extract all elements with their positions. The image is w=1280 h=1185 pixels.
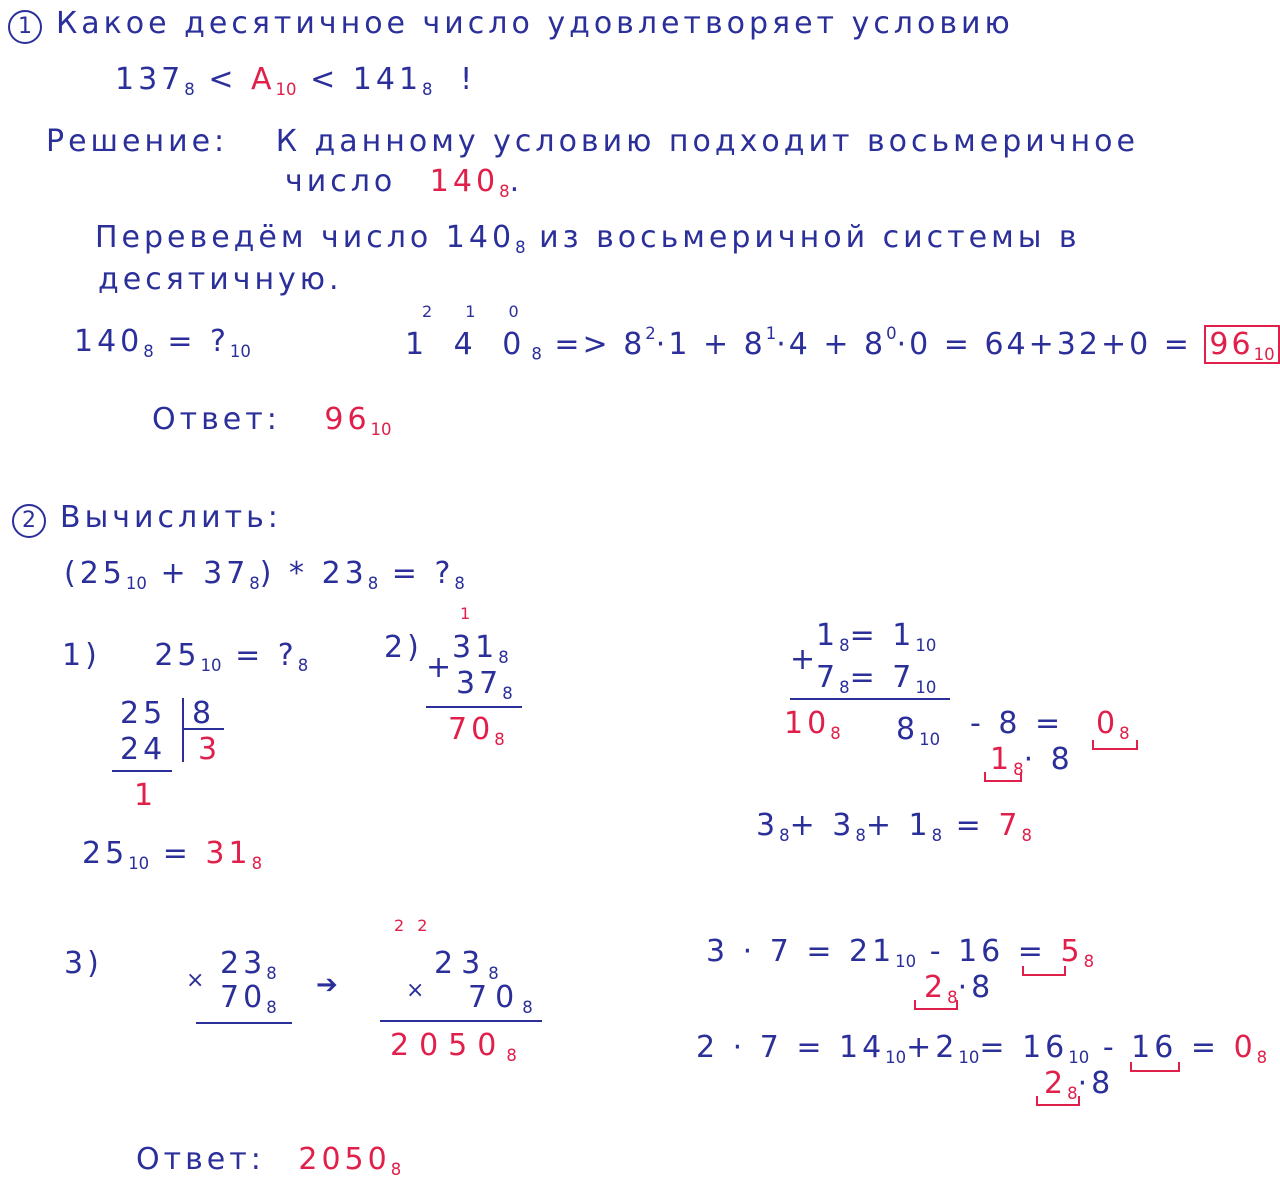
calc2-bracket — [1130, 1062, 1180, 1072]
div-dividend: 25 — [120, 696, 167, 731]
dot: . — [509, 164, 524, 199]
sub: 10 — [229, 341, 251, 361]
sub: 8 — [1256, 1047, 1268, 1067]
mul-b2-v: 70 — [468, 980, 523, 1015]
sub: 8 — [488, 963, 499, 983]
div-rem: 1 — [134, 778, 158, 813]
title: Вычислить: — [60, 500, 282, 535]
sub: 10 — [370, 419, 392, 439]
exclaim: ! — [460, 62, 477, 97]
side-line — [790, 698, 950, 700]
task1-question — [8, 6, 1014, 44]
side-total4: = — [955, 808, 999, 843]
sub: 10 — [919, 729, 941, 749]
mul-arrow: ➔ — [316, 970, 342, 1000]
sub: 10 — [885, 1047, 907, 1067]
mul-a2-v: 23 — [434, 946, 489, 981]
div-divisor: 8 — [192, 696, 216, 731]
task1-solution — [46, 124, 1139, 159]
sub: 10 — [125, 573, 147, 593]
lt: < — [310, 62, 340, 97]
mul-res-v: 2050 — [390, 1028, 507, 1063]
add-b-v: 37 — [456, 666, 503, 701]
calc1-carry-bracket — [914, 1000, 958, 1010]
sub: 10 — [915, 635, 937, 655]
res-eq: = — [162, 836, 192, 871]
side-a-eq: = 1 — [849, 618, 916, 653]
sub: 8 — [1013, 759, 1024, 779]
task1-translate-line2 — [98, 262, 343, 297]
step3-label: 3) — [64, 946, 103, 981]
sub: 8 — [494, 729, 505, 749]
sub: 10 — [128, 853, 150, 873]
div-bar — [182, 698, 184, 762]
sub: 8 — [422, 79, 433, 99]
mul-b-v: 70 — [220, 980, 267, 1015]
expansion4: ·0 = 64+32+0 = — [896, 326, 1192, 362]
conv-eq: = ? — [167, 324, 230, 359]
calc1b: - 16 = — [929, 934, 1047, 969]
conv-left: 140 — [74, 324, 144, 359]
side-b-eq: = 7 — [849, 660, 916, 695]
mul-a — [220, 946, 277, 983]
cond-left: 137 — [115, 62, 185, 97]
sub: 8 — [266, 997, 277, 1017]
translate-text-b: из восьмеричной системы в — [539, 220, 1081, 255]
expr-plus: + 37 — [160, 556, 250, 591]
add-res — [448, 712, 505, 749]
calc2-carry2: ·8 — [1077, 1066, 1115, 1101]
side-plus: + — [790, 642, 820, 677]
exponents: 2 1 0 — [422, 302, 533, 321]
answer-label: Ответ: — [152, 402, 281, 437]
div-quot: 3 — [198, 732, 222, 767]
sub: 8 — [266, 963, 277, 983]
side-res-bracket — [1092, 740, 1138, 750]
add-b — [456, 666, 513, 703]
mul-a2 — [434, 946, 499, 983]
side-b — [816, 660, 936, 697]
sub: 8 — [390, 1159, 402, 1179]
side-sum-r — [896, 712, 940, 749]
div-line — [112, 770, 172, 772]
sub: 8 — [251, 853, 263, 873]
calc2-res: 0 — [1233, 1030, 1257, 1065]
side-a-v: 1 — [816, 618, 840, 653]
answer-value: 96 — [324, 402, 371, 437]
add-line — [426, 706, 522, 708]
sub: 8 — [1067, 1083, 1078, 1103]
calc1-bracket — [1022, 966, 1066, 976]
sub: 10 — [200, 655, 222, 675]
side-res-v: 0 — [1096, 706, 1120, 741]
cond-a: A — [251, 62, 276, 97]
side-res — [1096, 706, 1130, 743]
solution-text2: число — [285, 164, 397, 199]
sub: 8 — [367, 573, 379, 593]
sub: 8 — [249, 573, 260, 593]
expr: (25 — [64, 556, 126, 591]
calc2 — [696, 1030, 1267, 1067]
side-minus: - 8 = — [970, 706, 1065, 741]
sub: 10 — [915, 677, 937, 697]
side-total-v: 3 — [756, 808, 780, 843]
expansion3: ·4 + 8 — [776, 326, 887, 362]
task1-conversion-left — [74, 324, 251, 361]
calc1-res: 5 — [1060, 934, 1084, 969]
result-box — [1204, 325, 1279, 364]
sub: 8 — [931, 825, 943, 845]
task1-solution-line2 — [285, 164, 523, 201]
calc2-carry-bracket — [1036, 1096, 1080, 1106]
side-sum-l — [784, 706, 841, 743]
mul-line — [196, 1022, 292, 1024]
res-r: 31 — [205, 836, 252, 871]
side-carry2: · 8 — [1023, 742, 1074, 777]
calc2-v: 2 · 7 = 14 — [696, 1030, 886, 1065]
add-a-v: 31 — [452, 630, 499, 665]
task1-condition — [115, 62, 476, 99]
lt: < — [208, 62, 238, 97]
step2-label: 2) — [384, 630, 423, 665]
sub: 8 — [1021, 825, 1032, 845]
expansion2: ·1 + 8 — [655, 326, 766, 362]
task1-number: 1 — [8, 10, 42, 44]
sub: 8 — [839, 635, 850, 655]
sub: 8 — [855, 825, 866, 845]
task2-expression — [64, 556, 465, 593]
sub: 8 — [499, 181, 510, 201]
mul-b2 — [468, 980, 533, 1017]
sub: 8 — [531, 344, 542, 364]
sub: 8 — [830, 723, 841, 743]
add-a — [452, 630, 509, 667]
res-l: 25 — [82, 836, 129, 871]
sub: 8 — [779, 825, 790, 845]
step1-eq: = ? — [235, 638, 298, 673]
solution-text: К данному условию подходит восьмеричное — [275, 124, 1139, 159]
calc2b: +2 — [906, 1030, 959, 1065]
side-carry-v: 1 — [990, 742, 1014, 777]
sub: 8 — [515, 237, 526, 257]
task2-number: 2 — [12, 504, 46, 538]
sub: 8 — [1083, 951, 1095, 971]
sub: 10 — [958, 1047, 980, 1067]
cond-right: 141 — [352, 62, 423, 97]
sub: 8 — [522, 997, 533, 1017]
calc1-carry-v: 2 — [924, 970, 948, 1005]
task1-expansion: 1 4 $0_8 => 8^2\cdot 1 + 8^1\cdot 4 + 8^0\cdot 0 = 64+32+0 = 96_{10}$ — [405, 324, 1280, 364]
question-text: Какое десятичное число удовлетворяет условию — [56, 6, 1014, 41]
sub: 10 — [275, 79, 297, 99]
mul-line2 — [380, 1020, 542, 1022]
mul-res — [390, 1028, 517, 1065]
div-sub: 24 — [120, 732, 167, 767]
task1-translate — [95, 220, 1081, 257]
side-a — [816, 618, 936, 655]
expansion: => 8 — [554, 326, 646, 362]
step1-result — [82, 836, 262, 873]
calc2d: - 16 = — [1102, 1030, 1221, 1065]
sub: 8 — [506, 1045, 517, 1065]
answer-value: 2050 — [298, 1142, 391, 1177]
sub: 8 — [1119, 723, 1130, 743]
task2-answer — [136, 1142, 401, 1179]
calc1-carry2: ·8 — [957, 970, 995, 1005]
add-res-v: 70 — [448, 712, 495, 747]
side-sum-r-v: 8 — [896, 712, 920, 747]
sub: 8 — [502, 683, 513, 703]
expr-eq: = ? — [391, 556, 455, 591]
calc2-carry-v: 2 — [1044, 1066, 1068, 1101]
answer-label: Ответ: — [136, 1142, 265, 1177]
side-total2: + 3 — [789, 808, 856, 843]
side-sum-l-v: 10 — [784, 706, 831, 741]
add-carry: 1 — [460, 604, 475, 623]
step-label: 1) — [62, 638, 101, 673]
sub: 10 — [895, 951, 917, 971]
sub: 8 — [297, 655, 309, 675]
sub: 8 — [454, 573, 465, 593]
side-total3: + 1 — [865, 808, 932, 843]
mul-carries: 2 2 — [394, 916, 432, 935]
side-total — [756, 808, 1032, 845]
sub: 10 — [1253, 344, 1275, 364]
task1-exponents — [422, 302, 533, 321]
side-carry-bracket — [984, 772, 1022, 782]
mul-x2: × — [406, 978, 429, 1003]
translate-text: Переведём число 140 — [95, 220, 516, 255]
mul-b — [220, 980, 277, 1017]
solution-label: Решение: — [46, 124, 229, 159]
digits: 1 4 0 — [405, 326, 532, 362]
sub: 8 — [947, 987, 958, 1007]
step1 — [62, 638, 308, 675]
mul-x: × — [186, 968, 209, 993]
sub: 8 — [184, 79, 195, 99]
task2-title — [12, 500, 282, 538]
translate-text2: десятичную. — [98, 262, 343, 297]
calc2c: = 16 — [979, 1030, 1069, 1065]
mul-a-v: 23 — [220, 946, 267, 981]
sub: 8 — [143, 341, 154, 361]
calc1-v: 3 · 7 = 21 — [706, 934, 896, 969]
sub: 8 — [498, 647, 509, 667]
task1-answer — [152, 402, 392, 439]
step1-expr: 25 — [154, 638, 201, 673]
expr-mul: ) * 23 — [259, 556, 368, 591]
side-total-res: 7 — [998, 808, 1022, 843]
add-plus: + — [426, 650, 456, 685]
result: 96 — [1209, 326, 1254, 362]
sub: 8 — [839, 677, 850, 697]
sub: 10 — [1068, 1047, 1090, 1067]
div-bar-h — [182, 728, 224, 730]
solution-num: 140 — [429, 164, 500, 199]
side-b-v: 7 — [816, 660, 840, 695]
